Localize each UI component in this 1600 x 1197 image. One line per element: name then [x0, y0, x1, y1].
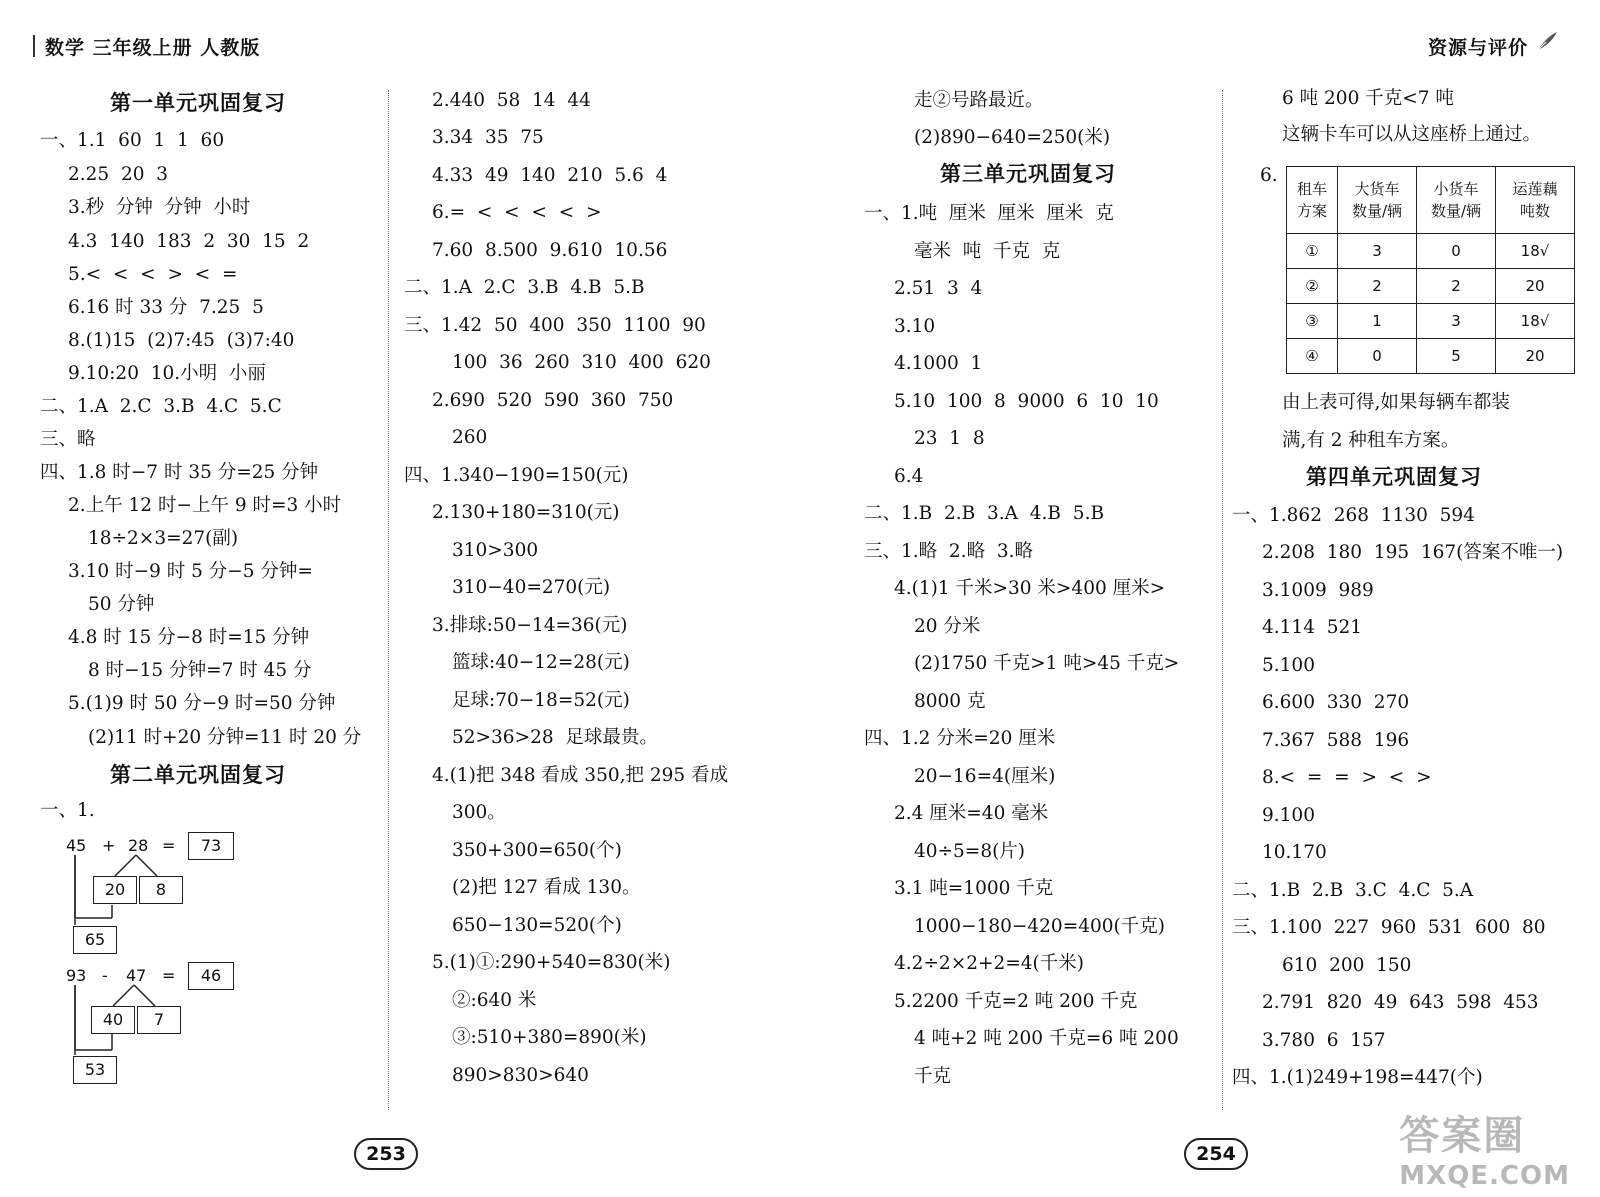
book-title: 数学 三年级上册 人教版 [45, 33, 260, 60]
answer-line: 3.10 时−9 时 5 分−5 分钟= [68, 561, 313, 582]
answer-line: 5.(1)9 时 50 分−9 时=50 分钟 [68, 693, 336, 714]
answer-line: 2.791 820 49 643 598 453 [1262, 992, 1539, 1013]
answer-line: ③:510+380=890(米) [452, 1027, 647, 1048]
table-header-row [1287, 167, 1575, 234]
column-header: 大货车 数量/辆 [1338, 167, 1417, 234]
table-cell: 3 [1417, 304, 1496, 339]
split-box: 7 [137, 1006, 181, 1034]
column-header: 租车 方案 [1287, 167, 1338, 234]
table-cell: ④ [1287, 339, 1338, 374]
answer-line: 9.10:20 10.小明 小丽 [68, 363, 266, 384]
answer-line: 5.2200 千克=2 吨 200 千克 [894, 991, 1138, 1012]
answer-line: 一、1.吨 厘米 厘米 厘米 克 [864, 203, 1114, 224]
answer-line: 走②号路最近。 [914, 90, 1044, 111]
section-title: 第二单元巩固复习 [110, 763, 286, 787]
answer-line: 18÷2×3=27(副) [88, 528, 239, 549]
answer-line: 二、1.B 2.B 3.C 4.C 5.A [1232, 880, 1474, 901]
answer-line: 5.(1)①:290+540=830(米) [432, 952, 671, 973]
table-cell: 1 [1338, 304, 1417, 339]
split-box: 20 [93, 876, 137, 904]
page-number: 253 [354, 1138, 418, 1170]
answer-line: 2.130+180=310(元) [432, 502, 620, 523]
watermark-text: 答案圈 [1399, 1113, 1526, 1159]
answer-line: 三、1.100 227 960 531 600 80 [1232, 917, 1546, 938]
page-number: 254 [1184, 1138, 1248, 1170]
answer-line: 6.16 时 33 分 7.25 5 [68, 297, 264, 318]
answer-line: 2.690 520 590 360 750 [432, 390, 674, 411]
answer-line: 四、1.(1)249+198=447(个) [1232, 1067, 1483, 1088]
answer-line: 毫米 吨 千克 克 [914, 241, 1061, 262]
answer-line: 一、1.1 60 1 1 60 [40, 130, 225, 151]
answer-line: 10.170 [1262, 842, 1327, 863]
operator: - [102, 966, 108, 985]
column-divider [1222, 90, 1223, 1110]
answer-line: 650−130=520(个) [452, 915, 622, 936]
table-cell: 18√ [1496, 304, 1575, 339]
diagram-connectors [0, 0, 260, 1100]
answer-line: 3.34 35 75 [432, 127, 544, 148]
watermark [1399, 1104, 1570, 1191]
equals-sign: = [162, 836, 176, 855]
series-title: 资源与评价 [1427, 37, 1528, 59]
table-cell: 18√ [1496, 234, 1575, 269]
answer-line: 二、1.A 2.C 3.B 4.B 5.B [404, 277, 645, 298]
split-box: 8 [139, 876, 183, 904]
table-cell: 5 [1417, 339, 1496, 374]
table-cell: 20 [1496, 269, 1575, 304]
answer-line: 4.1000 1 [894, 353, 983, 374]
answer-line: 40÷5=8(片) [914, 841, 1026, 862]
answer-line: 5.< < < > < = [68, 264, 238, 285]
answer-line: (2)11 时+20 分钟=11 时 20 分 [88, 727, 362, 748]
table-cell: 0 [1338, 339, 1417, 374]
table-row [1287, 269, 1575, 304]
answer-line: 310−40=270(元) [452, 577, 611, 598]
table-row [1287, 339, 1575, 374]
answer-line: 20−16=4(厘米) [914, 766, 1056, 787]
equals-sign: = [162, 966, 176, 985]
answer-line: 350+300=650(个) [452, 840, 622, 861]
answer-line: ②:640 米 [452, 990, 537, 1011]
answer-line: 310>300 [452, 540, 539, 561]
column-header: 运莲藕 吨数 [1496, 167, 1575, 234]
answer-line: 一、1.862 268 1130 594 [1232, 505, 1475, 526]
column-header: 小货车 数量/辆 [1417, 167, 1496, 234]
answer-line: 7.60 8.500 9.610 10.56 [432, 240, 668, 261]
answer-line: 8.(1)15 (2)7:45 (3)7:40 [68, 330, 295, 351]
table-cell: ② [1287, 269, 1338, 304]
answer-line: 610 200 150 [1282, 955, 1412, 976]
answer-line: 2.51 3 4 [894, 278, 983, 299]
answer-line: 4.8 时 15 分−8 时=15 分钟 [68, 627, 310, 648]
watermark-url: MXQE.COM [1399, 1161, 1570, 1191]
answer-line: 四、1.8 时−7 时 35 分=25 分钟 [40, 462, 319, 483]
table-cell: 2 [1338, 269, 1417, 304]
answer-line: 3.1009 989 [1262, 580, 1374, 601]
answer-line: 890>830>640 [452, 1065, 589, 1086]
answer-line: 5.10 100 8 9000 6 10 10 [894, 391, 1159, 412]
table-row [1287, 304, 1575, 339]
answer-line: 260 [452, 427, 488, 448]
answer-line: 4.3 140 183 2 30 15 2 [68, 231, 310, 252]
table-cell: ③ [1287, 304, 1338, 339]
answer-line: 四、1.340−190=150(元) [404, 465, 629, 486]
answer-line: 3.1 吨=1000 千克 [894, 878, 1054, 899]
answer-line: 3.780 6 157 [1262, 1030, 1386, 1051]
table-cell: 3 [1338, 234, 1417, 269]
partial-box: 53 [73, 1056, 117, 1084]
answer-line: 5.100 [1262, 655, 1315, 676]
question-number: 6. [1260, 165, 1278, 186]
operator: + [102, 836, 116, 855]
result-box: 73 [188, 832, 234, 860]
answer-line: 三、1.42 50 400 350 1100 90 [404, 315, 706, 336]
subtrahend: 47 [126, 966, 147, 985]
answer-line: 20 分米 [914, 616, 981, 637]
column-divider [388, 90, 389, 1110]
answer-line: 千克 [914, 1066, 952, 1087]
answer-line: 2.4 厘米=40 毫米 [894, 803, 1049, 824]
answer-line: 3.秒 分钟 分钟 小时 [68, 197, 251, 218]
answer-line: 1000−180−420=400(千克) [914, 916, 1165, 937]
table-cell: 20 [1496, 339, 1575, 374]
table-row [1287, 234, 1575, 269]
answer-line: 8 时−15 分钟=7 时 45 分 [88, 660, 312, 681]
result-box: 46 [188, 962, 234, 990]
answer-line: 23 1 8 [914, 428, 985, 449]
answer-line: 2.208 180 195 167(答案不唯一) [1262, 542, 1564, 563]
quill-icon [1534, 30, 1560, 54]
answer-line: (2)把 127 看成 130。 [452, 877, 641, 898]
answer-line: 4 吨+2 吨 200 千克=6 吨 200 [914, 1028, 1179, 1049]
answer-line: 52>36>28 足球最贵。 [452, 727, 658, 748]
answer-line: 8.< = = > < > [1262, 767, 1432, 788]
addend-a: 45 [66, 836, 87, 855]
answer-line: 50 分钟 [88, 594, 155, 615]
split-box: 40 [91, 1006, 135, 1034]
answer-line: 6.= < < < < > [432, 202, 602, 223]
addend-b: 28 [128, 836, 149, 855]
answer-line: 4.33 49 140 210 5.6 4 [432, 165, 668, 186]
answer-line: 2.上午 12 时−上午 9 时=3 小时 [68, 495, 342, 516]
answer-line: 足球:70−18=52(元) [452, 690, 630, 711]
answer-line: 由上表可得,如果每辆车都装 [1282, 392, 1510, 413]
answer-line: 9.100 [1262, 805, 1315, 826]
answer-line: 二、1.B 2.B 3.A 4.B 5.B [864, 503, 1105, 524]
answer-line: 4.114 521 [1262, 617, 1363, 638]
table-cell: 0 [1417, 234, 1496, 269]
answer-line: 6.600 330 270 [1262, 692, 1410, 713]
table-cell: ① [1287, 234, 1338, 269]
answer-line: 2.25 20 3 [68, 164, 169, 185]
answer-line: 三、略 [40, 429, 96, 450]
answer-line: 二、1.A 2.C 3.B 4.C 5.C [40, 396, 282, 417]
answer-line: 6.4 [894, 466, 924, 487]
answer-line: (2)1750 千克>1 吨>45 千克> [914, 653, 1180, 674]
answer-line: 300。 [452, 802, 506, 823]
answer-line: 这辆卡车可以从这座桥上通过。 [1282, 124, 1542, 145]
answer-line: 4.(1)1 千米>30 米>400 厘米> [894, 578, 1166, 599]
answer-line: 3.10 [894, 316, 936, 337]
answer-line: (2)890−640=250(米) [914, 127, 1111, 148]
answer-line: 4.2÷2×2+2=4(千米) [894, 953, 1084, 974]
section-title: 第三单元巩固复习 [940, 162, 1116, 186]
answer-line: 3.排球:50−14=36(元) [432, 615, 628, 636]
section-title: 第四单元巩固复习 [1306, 465, 1482, 489]
table-cell: 2 [1417, 269, 1496, 304]
answer-line: 7.367 588 196 [1262, 730, 1410, 751]
minuend: 93 [66, 966, 87, 985]
answer-line: 8000 克 [914, 691, 986, 712]
answer-line: 篮球:40−12=28(元) [452, 652, 630, 673]
section-title: 第一单元巩固复习 [110, 91, 286, 115]
answer-line: 一、1. [40, 800, 95, 821]
answer-line: 满,有 2 种租车方案。 [1282, 430, 1460, 451]
answer-line: 4.(1)把 348 看成 350,把 295 看成 [432, 765, 729, 786]
partial-box: 65 [73, 926, 117, 954]
answer-line: 三、1.略 2.略 3.略 [864, 541, 1033, 562]
answer-line: 四、1.2 分米=20 厘米 [864, 728, 1056, 749]
answer-line: 100 36 260 310 400 620 [452, 352, 711, 373]
answer-line: 6 吨 200 千克<7 吨 [1282, 88, 1454, 109]
answer-line: 2.440 58 14 44 [432, 90, 591, 111]
rental-plan-table [1286, 166, 1575, 374]
